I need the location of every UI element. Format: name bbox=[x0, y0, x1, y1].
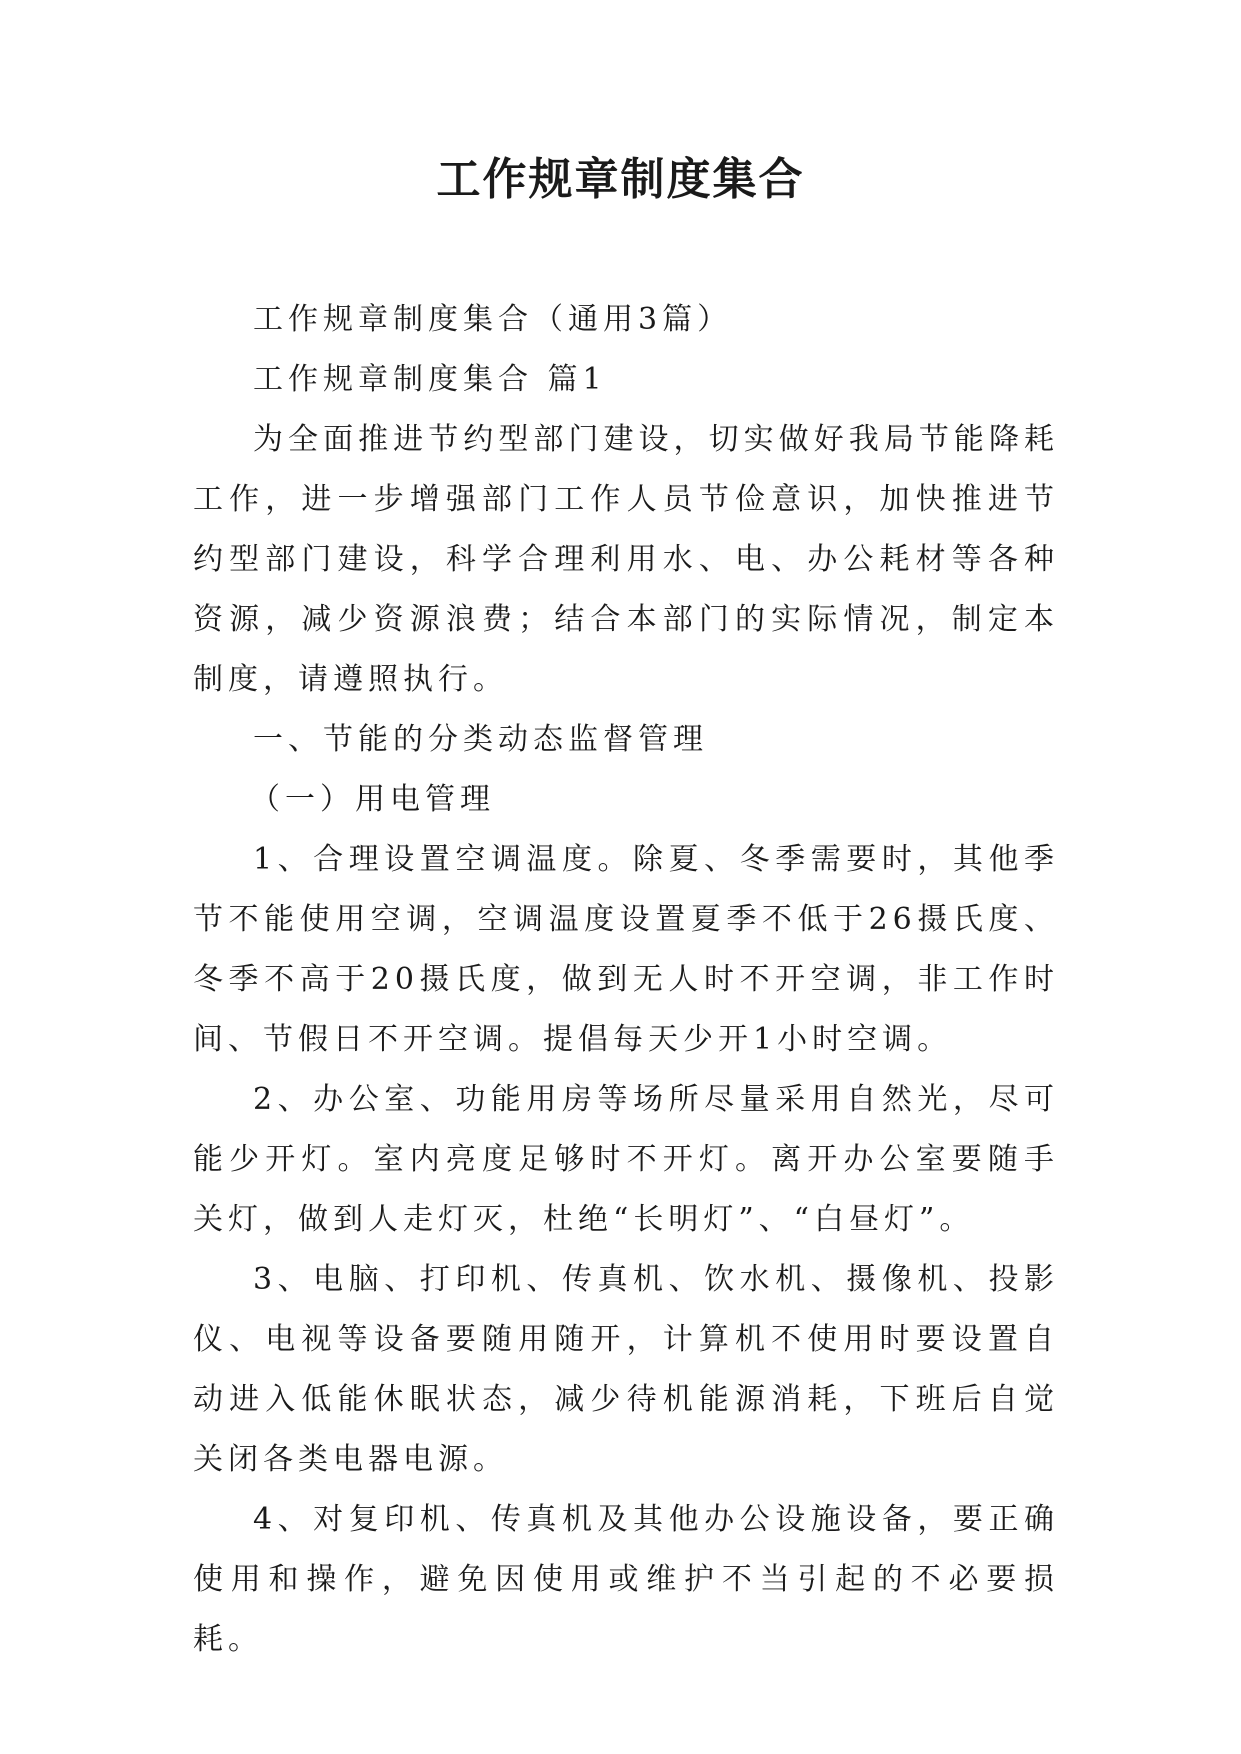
section-heading: 一、节能的分类动态监督管理 bbox=[253, 722, 708, 757]
intro-paragraph: 为全面推进节约型部门建设，切实做好我局节能降耗工作，进一步增强部门工作人员节俭意识，加快推进节约型部门建设，科学合理利用水、电、办公耗材等各种资源，减少资源浪费；结合本部门的实际情况，制定本制度，请遵照执行。 bbox=[193, 422, 1059, 697]
rule-paragraph-3: 3、电脑、打印机、传真机、饮水机、摄像机、投影仪、电视等设备要随用随开，计算机不使用时要设置自动进入低能休眠状态，减少待机能源消耗，下班后自觉关闭各类电器电源。 bbox=[193, 1262, 1059, 1477]
rule-paragraph-2: 2、办公室、功能用房等场所尽量采用自然光，尽可能少开灯。室内亮度足够时不开灯。离开办公室要随手关灯，做到人走灯灭，杜绝“长明灯”、“白昼灯”。 bbox=[193, 1082, 1059, 1237]
document-title: 工作规章制度集合 bbox=[436, 154, 805, 205]
rule-paragraph-1: 1、合理设置空调温度。除夏、冬季需要时，其他季节不能使用空调，空调温度设置夏季不低于26摄氏度、冬季不高于20摄氏度，做到无人时不开空调，非工作时间、节假日不开空调。提倡每天少开1小时空调。 bbox=[193, 842, 1059, 1057]
rule-paragraph-4: 4、对复印机、传真机及其他办公设施设备，要正确使用和操作，避免因使用或维护不当引起的不必要损耗。 bbox=[193, 1502, 1059, 1657]
collection-heading: 工作规章制度集合（通用3篇） bbox=[253, 302, 733, 337]
document-body bbox=[193, 290, 1059, 1670]
article-heading: 工作规章制度集合 篇1 bbox=[253, 362, 607, 397]
subsection-heading: （一）用电管理 bbox=[250, 782, 495, 817]
